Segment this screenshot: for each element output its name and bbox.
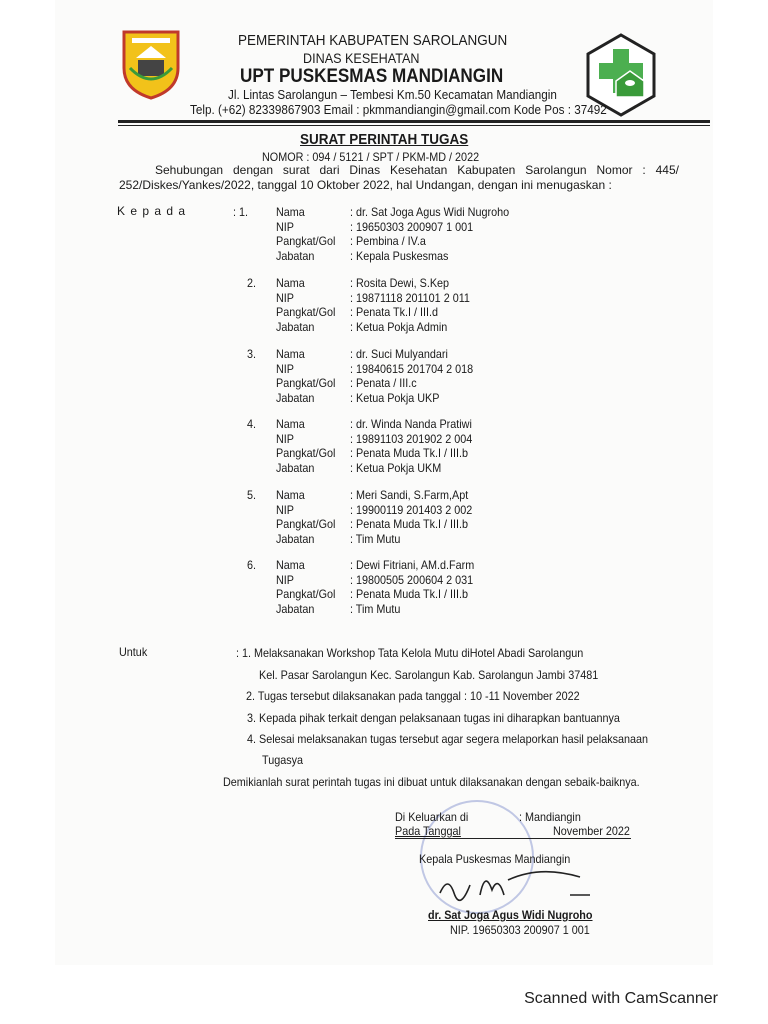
field-label-nip: NIP (276, 502, 295, 517)
header-address: Jl. Lintas Sarolangun – Tembesi Km.50 Kecamatan Mandiangin (228, 87, 557, 102)
camscanner-watermark: Scanned with CamScanner (524, 990, 718, 1007)
employee-number: 2. (247, 276, 257, 290)
field-label-nama: Nama (276, 488, 305, 502)
field-value-nama: : Meri Sandi, S.Farm,Apt (350, 488, 469, 502)
field-label-jabatan: Jabatan (276, 601, 315, 616)
intro-paragraph (119, 163, 679, 193)
field-value-nip: : 19891103 201902 2 004 (350, 431, 473, 446)
field-value-nama: : Rosita Dewi, S.Kep (350, 276, 450, 290)
field-value-pangkat: : Pembina / IV.a (350, 234, 426, 248)
field-label-pangkat: Pangkat/Gol (276, 587, 336, 601)
task-2: 2. Tugas tersebut dilaksanakan pada tanggal : 10 -11 November 2022 (246, 689, 580, 703)
task-4-cont: Tugasya (262, 753, 304, 767)
field-label-nama: Nama (276, 347, 305, 361)
field-label-nama: Nama (276, 205, 305, 219)
signer-nip: NIP. 19650303 200907 1 001 (450, 923, 590, 937)
field-value-nip: : 19900119 201403 2 002 (350, 502, 473, 517)
employee-number: 3. (247, 347, 257, 361)
employee-number: 6. (247, 558, 257, 572)
header-contact: Telp. (+62) 82339867903 Email : pkmmandiangin@gmail.com Kode Pos : 37492 (190, 102, 607, 117)
field-value-jabatan: : Ketua Pokja UKP (350, 390, 440, 405)
field-value-pangkat: : Penata / III.c (350, 376, 417, 390)
task-3: 3. Kepada pihak terkait dengan pelaksanaan tugas ini diharapkan bantuannya (247, 711, 620, 725)
field-label-pangkat: Pangkat/Gol (276, 517, 336, 531)
field-value-pangkat: : Penata Muda Tk.I / III.b (350, 517, 469, 531)
regency-logo (120, 28, 182, 100)
field-value-jabatan: : Ketua Pokja UKM (350, 460, 442, 475)
field-label-pangkat: Pangkat/Gol (276, 305, 336, 319)
field-value-jabatan: : Ketua Pokja Admin (350, 319, 448, 334)
field-label-pangkat: Pangkat/Gol (276, 234, 336, 248)
field-value-pangkat: : Penata Muda Tk.I / III.b (350, 446, 469, 460)
field-value-pangkat: : Penata Muda Tk.I / III.b (350, 587, 469, 601)
header-institution: UPT PUSKESMAS MANDIANGIN (240, 66, 504, 87)
field-label-jabatan: Jabatan (276, 319, 315, 334)
untuk-label: Untuk (119, 645, 148, 659)
field-value-jabatan: : Kepala Puskesmas (350, 248, 449, 263)
field-label-nama: Nama (276, 417, 305, 431)
field-label-nip: NIP (276, 431, 295, 446)
date-value: November 2022 (553, 824, 630, 838)
issued-at-value: : Mandiangin (519, 810, 581, 824)
field-value-jabatan: : Tim Mutu (350, 531, 401, 546)
field-label-pangkat: Pangkat/Gol (276, 376, 336, 390)
issued-at-label: Di Keluarkan di (395, 810, 469, 824)
task-1-address: Kel. Pasar Sarolangun Kec. Sarolangun Kab. Sarolangun Jambi 37481 (259, 668, 599, 682)
field-label-nip: NIP (276, 361, 295, 376)
employee-number: 5. (247, 488, 257, 502)
employee-number: 4. (247, 417, 257, 431)
field-value-nip: : 19800505 200604 2 031 (350, 572, 474, 587)
employee-number: : 1. (233, 205, 249, 219)
field-value-nama: : dr. Suci Mulyandari (350, 347, 448, 361)
field-value-pangkat: : Penata Tk.I / III.d (350, 305, 439, 319)
document-title: SURAT PERINTAH TUGAS (300, 131, 469, 148)
field-value-jabatan: : Tim Mutu (350, 601, 401, 616)
field-value-nip: : 19871118 201101 2 011 (350, 290, 470, 305)
field-value-nama: : Dewi Fitriani, AM.d.Farm (350, 558, 475, 572)
field-label-jabatan: Jabatan (276, 531, 315, 546)
closing-text: Demikianlah surat perintah tugas ini dibuat untuk dilaksanakan dengan sebaik-baiknya. (223, 775, 640, 789)
field-value-nama: : dr. Sat Joga Agus Widi Nugroho (350, 205, 510, 219)
date-label: Pada Tanggal (395, 824, 461, 838)
field-label-nip: NIP (276, 290, 295, 305)
document-number: NOMOR : 094 / 5121 / SPT / PKM-MD / 2022 (262, 150, 480, 164)
header-divider (118, 120, 710, 123)
field-label-nip: NIP (276, 219, 295, 234)
signer-position: Kepala Puskesmas Mandiangin (419, 852, 571, 866)
task-4: 4. Selesai melaksanakan tugas tersebut agar segera melaporkan hasil pelaksanaan (247, 732, 649, 746)
field-label-jabatan: Jabatan (276, 390, 315, 405)
field-value-nip: : 19840615 201704 2 018 (350, 361, 474, 376)
signer-name: dr. Sat Joga Agus Widi Nugroho (428, 908, 593, 922)
date-underline (395, 838, 631, 839)
header-department: DINAS KESEHATAN (303, 50, 420, 66)
field-value-nip: : 19650303 200907 1 001 (350, 219, 474, 234)
kepada-label: K e p a d a (117, 204, 187, 218)
header-government: PEMERINTAH KABUPATEN SAROLANGUN (238, 32, 508, 49)
intro-text: Sehubungan dengan surat dari Dinas Kesehatan Kabupaten Sarolangun Nomor : 445/ 252/Diskes/Yankes/2022, tanggal 10 Oktober 2022, hal Undangan, dengan ini menugaskan : (119, 163, 679, 192)
field-label-jabatan: Jabatan (276, 460, 315, 475)
field-label-nama: Nama (276, 558, 305, 572)
task-1: : 1. Melaksanakan Workshop Tata Kelola Mutu diHotel Abadi Sarolangun (236, 646, 584, 660)
signature (430, 865, 590, 905)
field-label-jabatan: Jabatan (276, 248, 315, 263)
field-value-nama: : dr. Winda Nanda Pratiwi (350, 417, 472, 431)
field-label-pangkat: Pangkat/Gol (276, 446, 336, 460)
header-divider-thin (118, 125, 710, 126)
field-label-nip: NIP (276, 572, 295, 587)
field-label-nama: Nama (276, 276, 305, 290)
